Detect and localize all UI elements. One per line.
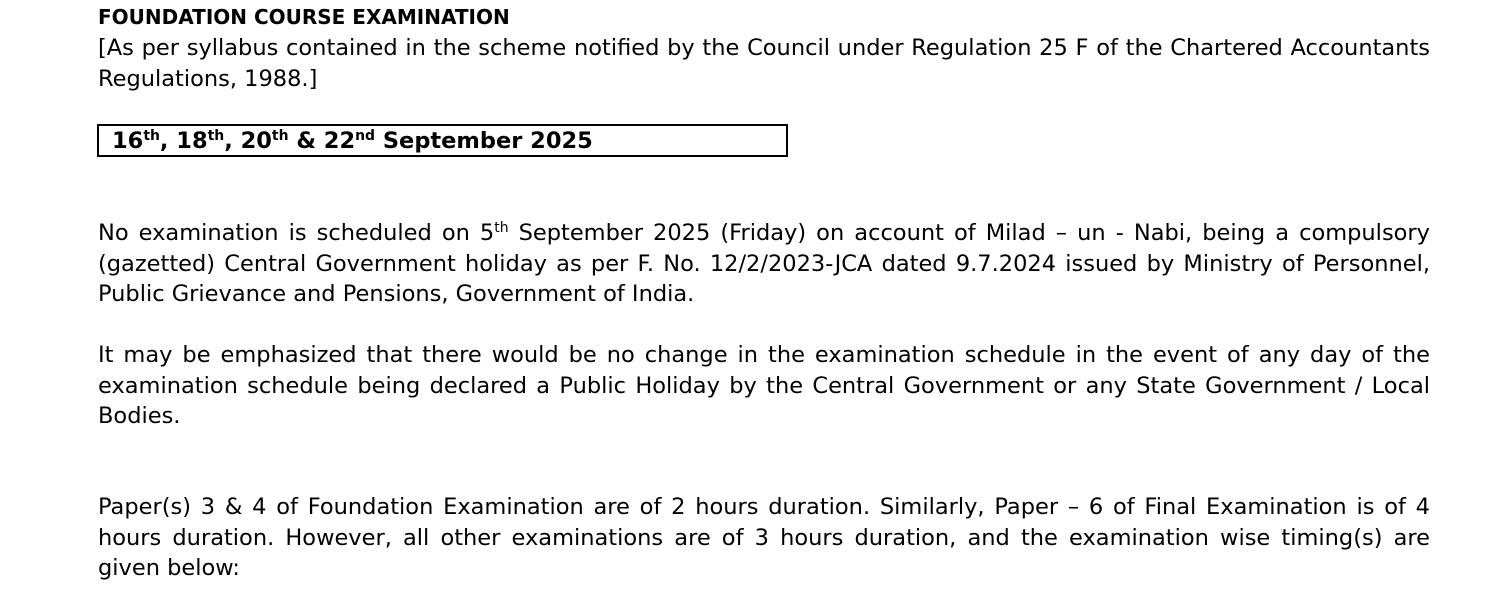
date-day: 20 <box>240 128 272 154</box>
date-ordinal: th <box>207 128 225 145</box>
exam-dates-box <box>97 124 788 157</box>
date-ordinal: nd <box>355 128 376 145</box>
date-day: 22 <box>323 128 356 154</box>
date-separator: , <box>159 128 177 154</box>
date-ordinal: th <box>271 128 289 145</box>
public-holiday-notice: It may be emphasized that there would be no change in the examination schedule in the event of any day of the examination schedule being declared a Public Holiday by the Central Government or any State Government / Local Bodies. <box>98 342 1430 429</box>
holiday-notice-text-end: September 2025 (Friday) on account of Milad – un - Nabi, being a compulsory (gazetted) Central Government holiday as per F. No. 12/2/2023-JCA dated 9.7.2024 issued by Ministry of Personnel, Public Grievance and Pensions, Government of India. <box>98 220 1430 307</box>
date-separator: , <box>224 128 241 154</box>
section-heading: FOUNDATION COURSE EXAMINATION <box>98 5 510 29</box>
duration-notice: Paper(s) 3 & 4 of Foundation Examination are of 2 hours duration. Similarly, Paper – 6 of Final Examination is of 4 hours duration. However, all other examinations are of 3 hours duration, and the examination wise timing(s) are given below: <box>98 494 1430 581</box>
exam-dates <box>112 126 593 156</box>
date-day: 18 <box>176 128 208 154</box>
holiday-notice <box>98 218 1430 310</box>
date-day: 16 <box>112 128 144 154</box>
date-separator: & <box>288 128 324 154</box>
holiday-notice-text-start: No examination is scheduled on 5 <box>98 220 495 246</box>
date-ordinal: th <box>143 128 160 145</box>
document-header <box>98 4 1430 94</box>
holiday-notice-ordinal: th <box>494 220 509 237</box>
syllabus-note: [As per syllabus contained in the scheme notified by the Council under Regulation 25 F of the Chartered Accountants Regulations, 1988.] <box>98 35 1430 92</box>
date-month-year: September 2025 <box>375 128 593 154</box>
